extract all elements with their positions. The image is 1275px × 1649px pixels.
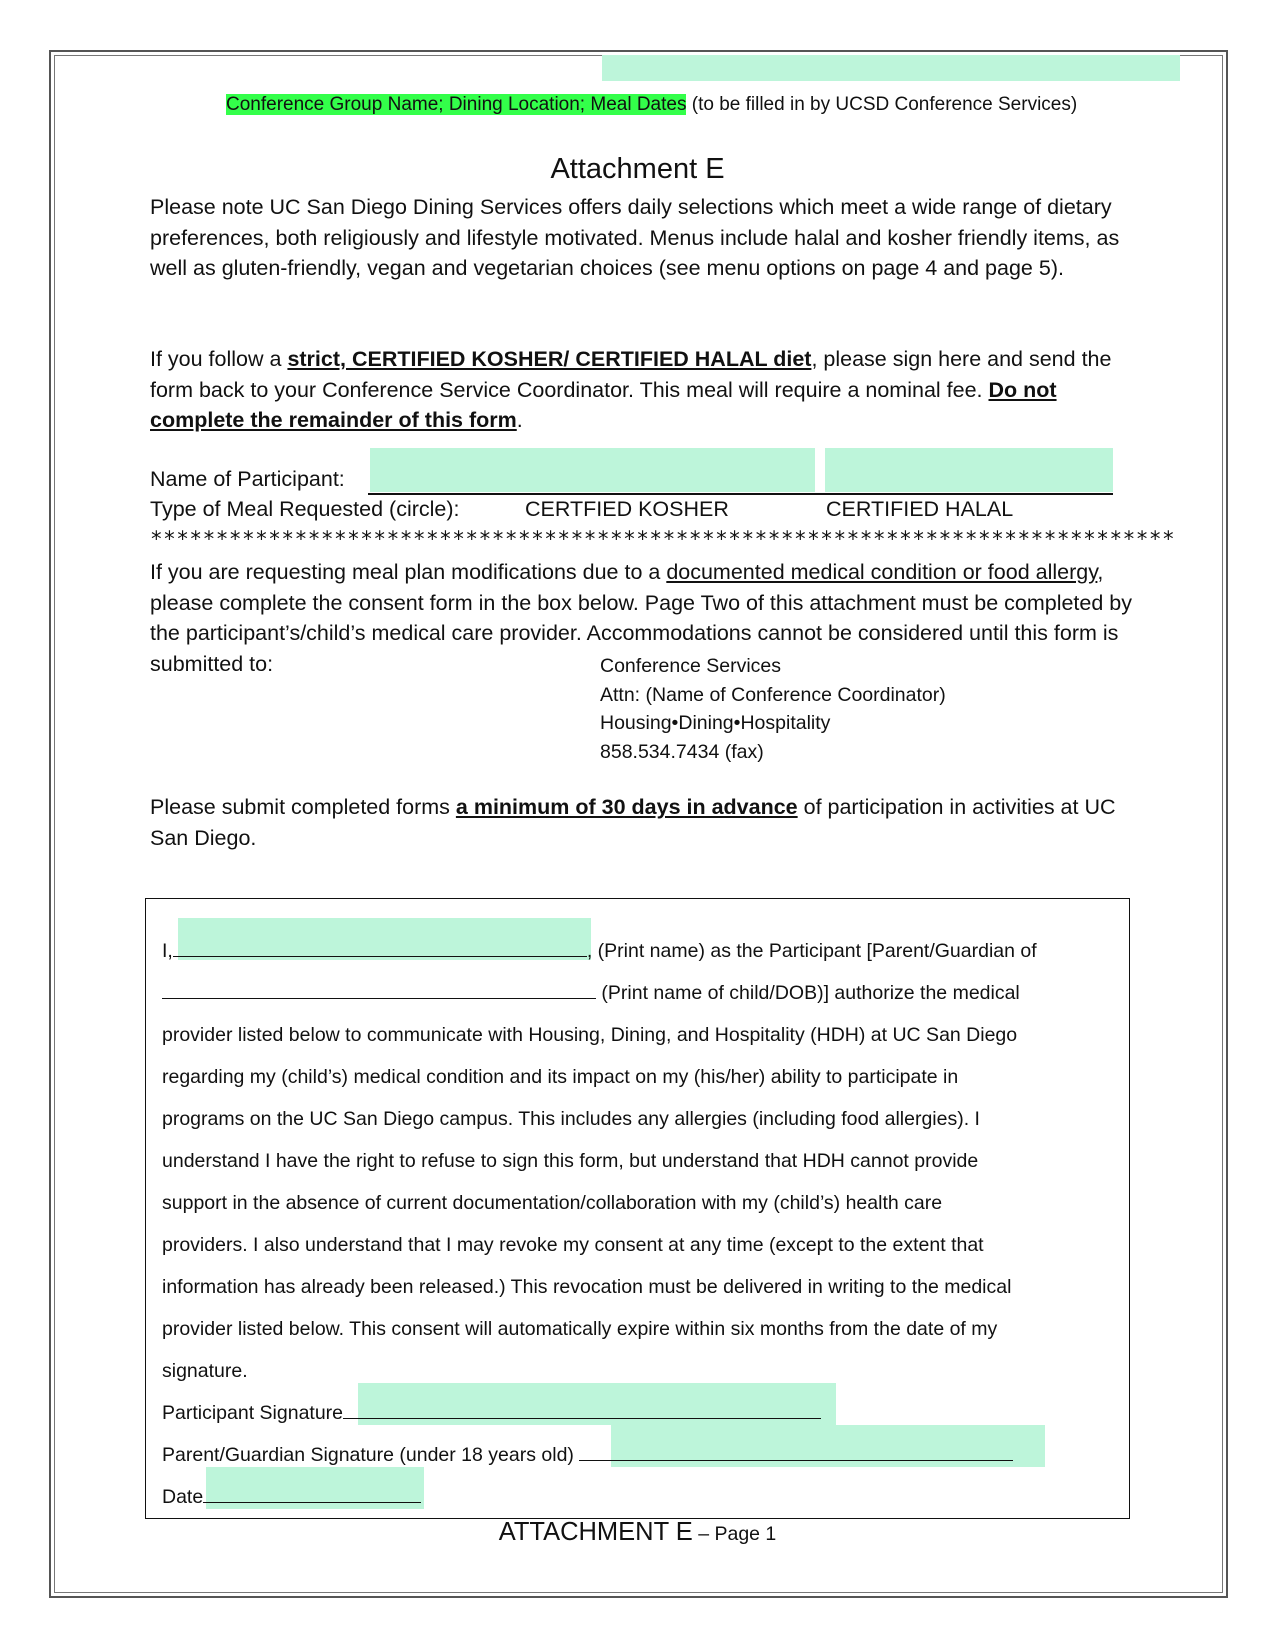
participant-signature-line bbox=[343, 1418, 821, 1419]
kosher-halal-paragraph bbox=[150, 344, 1140, 436]
guardian-signature-line bbox=[579, 1460, 1013, 1461]
child-name-line bbox=[162, 998, 596, 999]
medical-condition-emphasis: documented medical condition or food allergy bbox=[666, 560, 1098, 584]
conference-info-field[interactable] bbox=[602, 55, 1180, 81]
advance-text: of participation in activities at UC San Diego. bbox=[150, 795, 1116, 850]
page-title: Attachment E bbox=[550, 153, 725, 185]
consent-line-8: providers. I also understand that I may revoke my consent at any time (except to the extent that bbox=[162, 1234, 984, 1256]
consent-line-3: provider listed below to communicate with Housing, Dining, and Hospitality (HDH) at UC San Diego bbox=[162, 1024, 1018, 1046]
consent-line-5: programs on the UC San Diego campus. This includes any allergies (including food allergies). I bbox=[162, 1108, 980, 1130]
print-name-line bbox=[173, 956, 587, 957]
participant-name-underline bbox=[368, 493, 1113, 495]
advance-notice-paragraph bbox=[150, 792, 1140, 853]
date-label: Date bbox=[162, 1486, 204, 1508]
submission-address bbox=[600, 652, 946, 766]
consent-line-6: understand I have the right to refuse to sign this form, but understand that HDH cannot provide bbox=[162, 1150, 979, 1172]
consent-text: (Print name of child/DOB)] authorize the medical bbox=[596, 982, 1020, 1004]
guardian-signature-label: Parent/Guardian Signature (under 18 years old) bbox=[162, 1444, 580, 1466]
footer-page-number: – Page 1 bbox=[692, 1523, 777, 1545]
kosher-text: If you follow a bbox=[150, 347, 288, 371]
advance-text: Please submit completed forms bbox=[150, 795, 456, 819]
date-row bbox=[162, 1486, 421, 1509]
consent-line-1 bbox=[162, 940, 1037, 963]
kosher-diet-emphasis: strict, CERTIFIED KOSHER/ CERTIFIED HALAL diet bbox=[287, 347, 812, 371]
conference-info-line bbox=[226, 94, 1077, 116]
address-line: 858.534.7434 (fax) bbox=[600, 740, 764, 763]
page-footer bbox=[0, 1518, 1275, 1547]
kosher-text: , please sign here and send the form back to your Conference Service Coordinator. This meal will require a nominal fee. bbox=[150, 347, 1112, 402]
conference-info-note: (to be filled in by UCSD Conference Services) bbox=[691, 94, 1078, 115]
consent-line-11: signature. bbox=[162, 1360, 248, 1382]
meal-option-halal[interactable]: CERTIFIED HALAL bbox=[826, 497, 1014, 521]
footer-title: ATTACHMENT E bbox=[498, 1518, 693, 1546]
consent-line-2 bbox=[162, 982, 1020, 1005]
guardian-signature-row bbox=[162, 1444, 1013, 1467]
intro-paragraph: Please note UC San Diego Dining Services offers daily selections which meet a wide range of dietary preferences, both religiously and lifestyle motivated. Menus include halal and kosher friendly items, as well as gluten-friendly, vegan and vegetarian choices (see menu options on page 4 and page 5). bbox=[150, 195, 1120, 280]
participant-name-label: Name of Participant: bbox=[150, 467, 345, 491]
consent-line-7: support in the absence of current documentation/collaboration with my (child’s) health care bbox=[162, 1192, 943, 1214]
address-line: Attn: (Name of Conference Coordinator) bbox=[600, 683, 946, 706]
meal-option-kosher[interactable]: CERTFIED KOSHER bbox=[525, 497, 729, 521]
participant-signature-row bbox=[162, 1402, 821, 1425]
consent-line-4: regarding my (child’s) medical condition and its impact on my (his/her) ability to participate in bbox=[162, 1066, 959, 1088]
advance-emphasis: a minimum of 30 days in advance bbox=[455, 795, 798, 819]
kosher-text: . bbox=[516, 408, 523, 432]
address-line: Housing•Dining•Hospitality bbox=[600, 712, 831, 734]
separator-line: ****************************************************************************** bbox=[150, 527, 1176, 551]
consent-text: , (Print name) as the Participant [Parent/Guardian of bbox=[586, 940, 1037, 962]
meal-type-label: Type of Meal Requested (circle): bbox=[150, 497, 460, 521]
date-line bbox=[203, 1502, 421, 1503]
consent-line-10: provider listed below. This consent will automatically expire within six months from the date of my bbox=[162, 1318, 998, 1340]
consent-text: I, bbox=[162, 940, 173, 962]
medical-text: , please complete the consent form in the box below. Page Two of this attachment must be completed by the participant’s/child’s medical care provider. Accommodations cannot be considered until this form is submitted to: bbox=[150, 560, 1132, 676]
consent-line-9: information has already been released.) This revocation must be delivered in writing to the medical bbox=[162, 1276, 1012, 1298]
medical-text: If you are requesting meal plan modifications due to a bbox=[150, 560, 667, 584]
remainder-emphasis: complete the remainder of this form bbox=[150, 408, 517, 432]
do-not-emphasis: Do not bbox=[988, 377, 1057, 402]
participant-signature-label: Participant Signature bbox=[162, 1402, 344, 1424]
conference-info-highlight: Conference Group Name; Dining Location; Meal Dates bbox=[226, 94, 687, 115]
address-line: Conference Services bbox=[600, 655, 782, 677]
participant-name-field[interactable] bbox=[370, 448, 815, 492]
participant-name-field-2[interactable] bbox=[825, 448, 1113, 492]
